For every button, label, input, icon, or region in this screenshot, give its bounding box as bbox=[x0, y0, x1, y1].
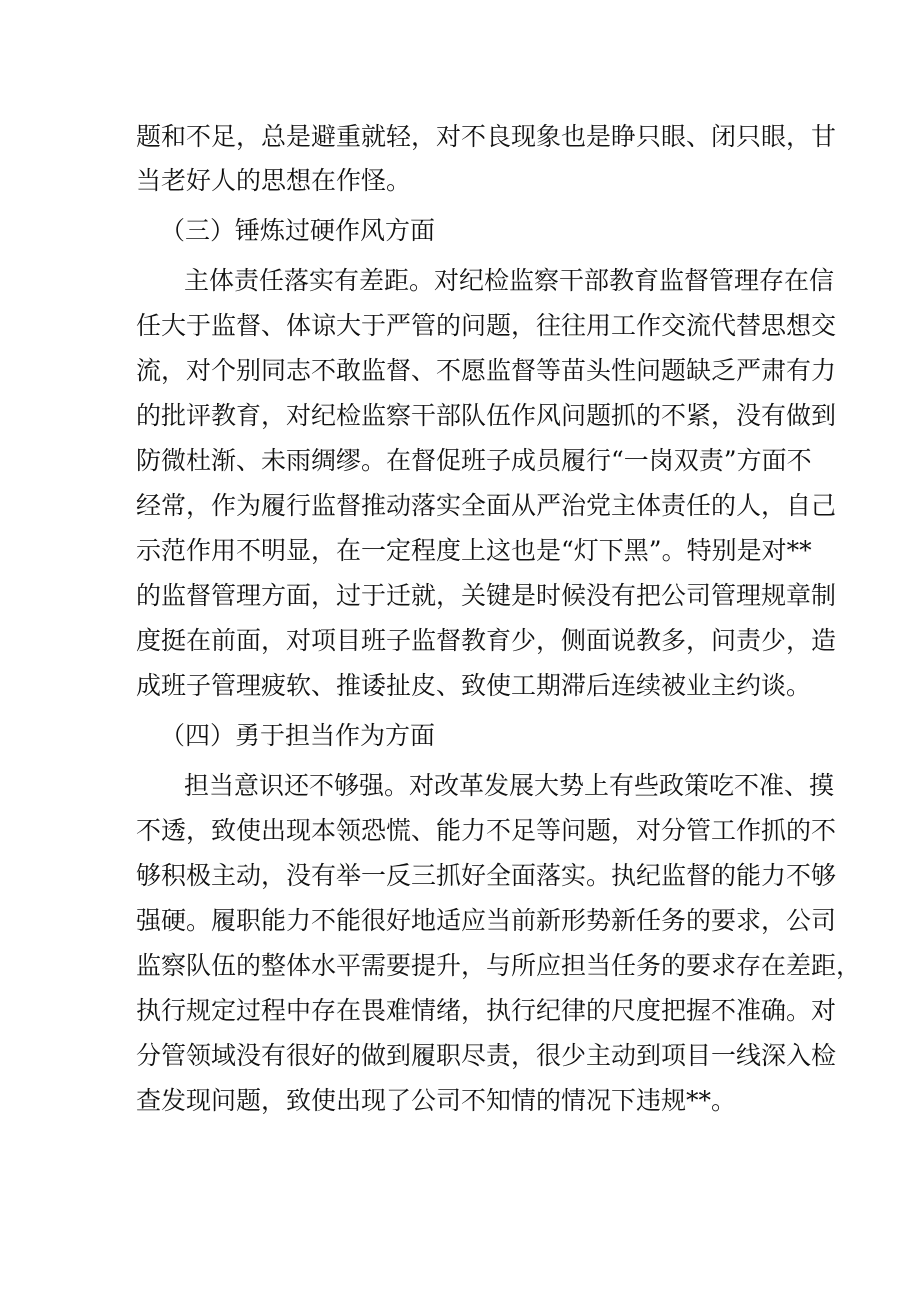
paragraph-line: 任大于监督、体谅大于严管的问题，往往用工作交流代替思想交 bbox=[136, 311, 837, 340]
paragraph-line: 成班子管理疲软、推诿扯皮、致使工期滞后连续被业主约谈。 bbox=[136, 671, 812, 700]
paragraph-line: 强硬。履职能力不能很好地适应当前新形势新任务的要求，公司 bbox=[136, 906, 837, 935]
paragraph-line: 分管领域没有很好的做到履职尽责，很少主动到项目一线深入检 bbox=[136, 1041, 837, 1070]
paragraph-line: 不透，致使出现本领恐慌、能力不足等问题，对分管工作抓的不 bbox=[136, 816, 837, 845]
paragraph-line: 题和不足，总是避重就轻，对不良现象也是睁只眼、闭只眼，甘 bbox=[136, 122, 837, 151]
paragraph-line: 示范作用不明显，在一定程度上这也是“灯下黑”。特别是对** bbox=[136, 536, 812, 565]
paragraph-line: 当老好人的思想在作怪。 bbox=[136, 166, 412, 195]
section-heading: （四）勇于担当作为方面 bbox=[160, 721, 436, 750]
paragraph-line: 防微杜渐、未雨绸缪。在督促班子成员履行“一岗双责”方面不 bbox=[136, 446, 812, 475]
paragraph-line: 的批评教育，对纪检监察干部队伍作风问题抓的不紧，没有做到 bbox=[136, 401, 837, 430]
paragraph-line: 经常，作为履行监督推动落实全面从严治党主体责任的人，自己 bbox=[136, 491, 837, 520]
section-heading: （三）锤炼过硬作风方面 bbox=[160, 216, 436, 245]
paragraph-line: 够积极主动，没有举一反三抓好全面落实。执纪监督的能力不够 bbox=[136, 861, 837, 890]
paragraph-line: 担当意识还不够强。对改革发展大势上有些政策吃不准、摸 bbox=[184, 771, 835, 800]
paragraph-line: 执行规定过程中存在畏难情绪，执行纪律的尺度把握不准确。对 bbox=[136, 996, 837, 1025]
paragraph-line: 查发现问题，致使出现了公司不知情的情况下违规**。 bbox=[136, 1086, 737, 1115]
paragraph-line: 主体责任落实有差距。对纪检监察干部教育监督管理存在信 bbox=[184, 266, 835, 295]
paragraph-line: 监察队伍的整体水平需要提升，与所应担当任务的要求存在差距， bbox=[136, 951, 862, 980]
paragraph-line: 流，对个别同志不敢监督、不愿监督等苗头性问题缺乏严肃有力 bbox=[136, 356, 837, 385]
paragraph-line: 的监督管理方面，过于迁就，关键是时候没有把公司管理规章制 bbox=[136, 581, 837, 610]
paragraph-line: 度挺在前面，对项目班子监督教育少，侧面说教多，问责少，造 bbox=[136, 626, 837, 655]
